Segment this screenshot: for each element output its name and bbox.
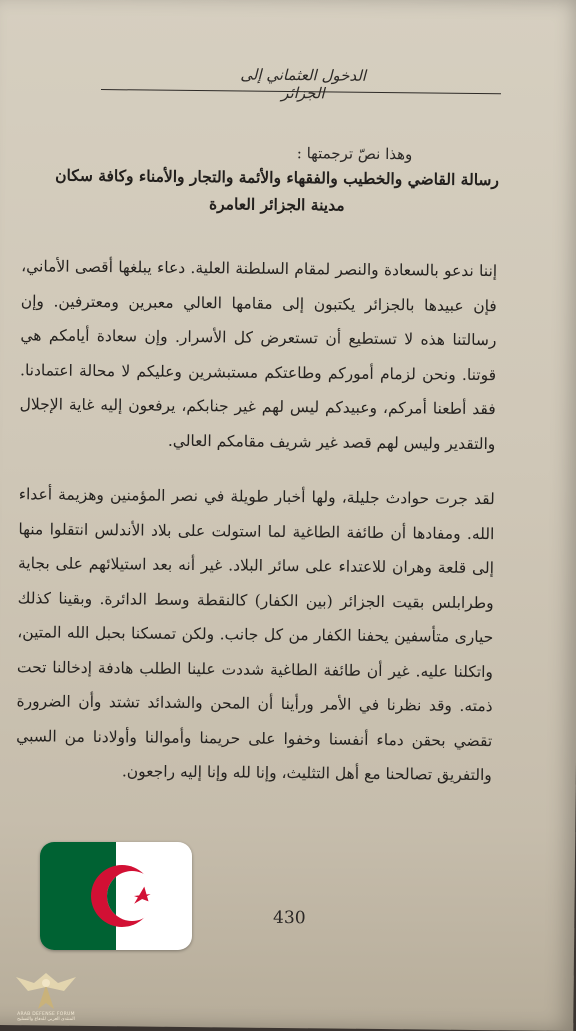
watermark-title: ARAB DEFENSE FORUM — [17, 1012, 75, 1017]
intro-line: وهذا نصّ ترجمتها : — [296, 144, 413, 164]
heading-line-2: مدينة الجزائر العامرة — [208, 194, 345, 215]
watermark-subtitle: المنتدى العربي للدفاع والتسليح — [17, 1017, 75, 1022]
heading-line-1: رسالة القاضي والخطيب والفقهاء والأئمة والتجار والأمناء وكافة سكان — [55, 165, 500, 190]
algeria-flag-icon — [40, 842, 192, 950]
paragraph-2: لقد جرت حوادث جليلة، ولها أخبار طويلة في نصر المؤمنين وهزيمة أعداء الله. ومفادها أن طائفة الطاغية لما استولت على بلاد الأندلس انتقلوا منها إلى قلعة وهران للاعتداء على سائر البلاد. غير أنه بعد استيلائهم على بجاية وطرابلس بقيت الجزائر (بين الكفار) كالنقطة وسط الدائرة. وبقينا كذلك حيارى متأسفين يحفنا الكفار من كل جانب. ولكن تمسكنا بحبل الله المتين، واتكلنا عليه. غير أن طائفة الطاغية شددت علينا الطلب هادفة إدخالنا تحت ذمته. وقد نظرنا في الأمر ورأينا أن المحن والشدائد تشتد وأن الضرورة تقضي بحقن دماء أنفسنا وخفوا على حريمنا وأموالنا وأولادنا من السبي والتفريق تصالحنا مع أهل التثليث، وإنا لله وإنا إليه راجعون. — [16, 485, 495, 785]
letter-heading — [34, 161, 521, 220]
running-header: الدخول العثماني إلى الجزائر — [240, 65, 367, 103]
page-number: 430 — [273, 907, 306, 929]
paragraph-1: إننا ندعو بالسعادة والنصر لمقام السلطنة العلية. دعاء يبلغها أقصى الأماني، فإن عبيدها بالجزائر يكتبون إلى مقامها العالي معبرين ومعترفين. وإن رسالتنا هذه لا تستطيع أن تستعرض كل الأسرار. وإن سعادة أيامكم هي قوتنا. ونحن لزمام أموركم وطاعتكم مستبشرين وعليكم لا محالة اعتمادنا. فقد أطعنا أمركم، وعبيدكم ليس لهم غير جنابكم، يرفعون إليه غاية الإجلال والتقدير وليس لهم قصد غير شريف مقامكم العالي. — [19, 257, 498, 453]
